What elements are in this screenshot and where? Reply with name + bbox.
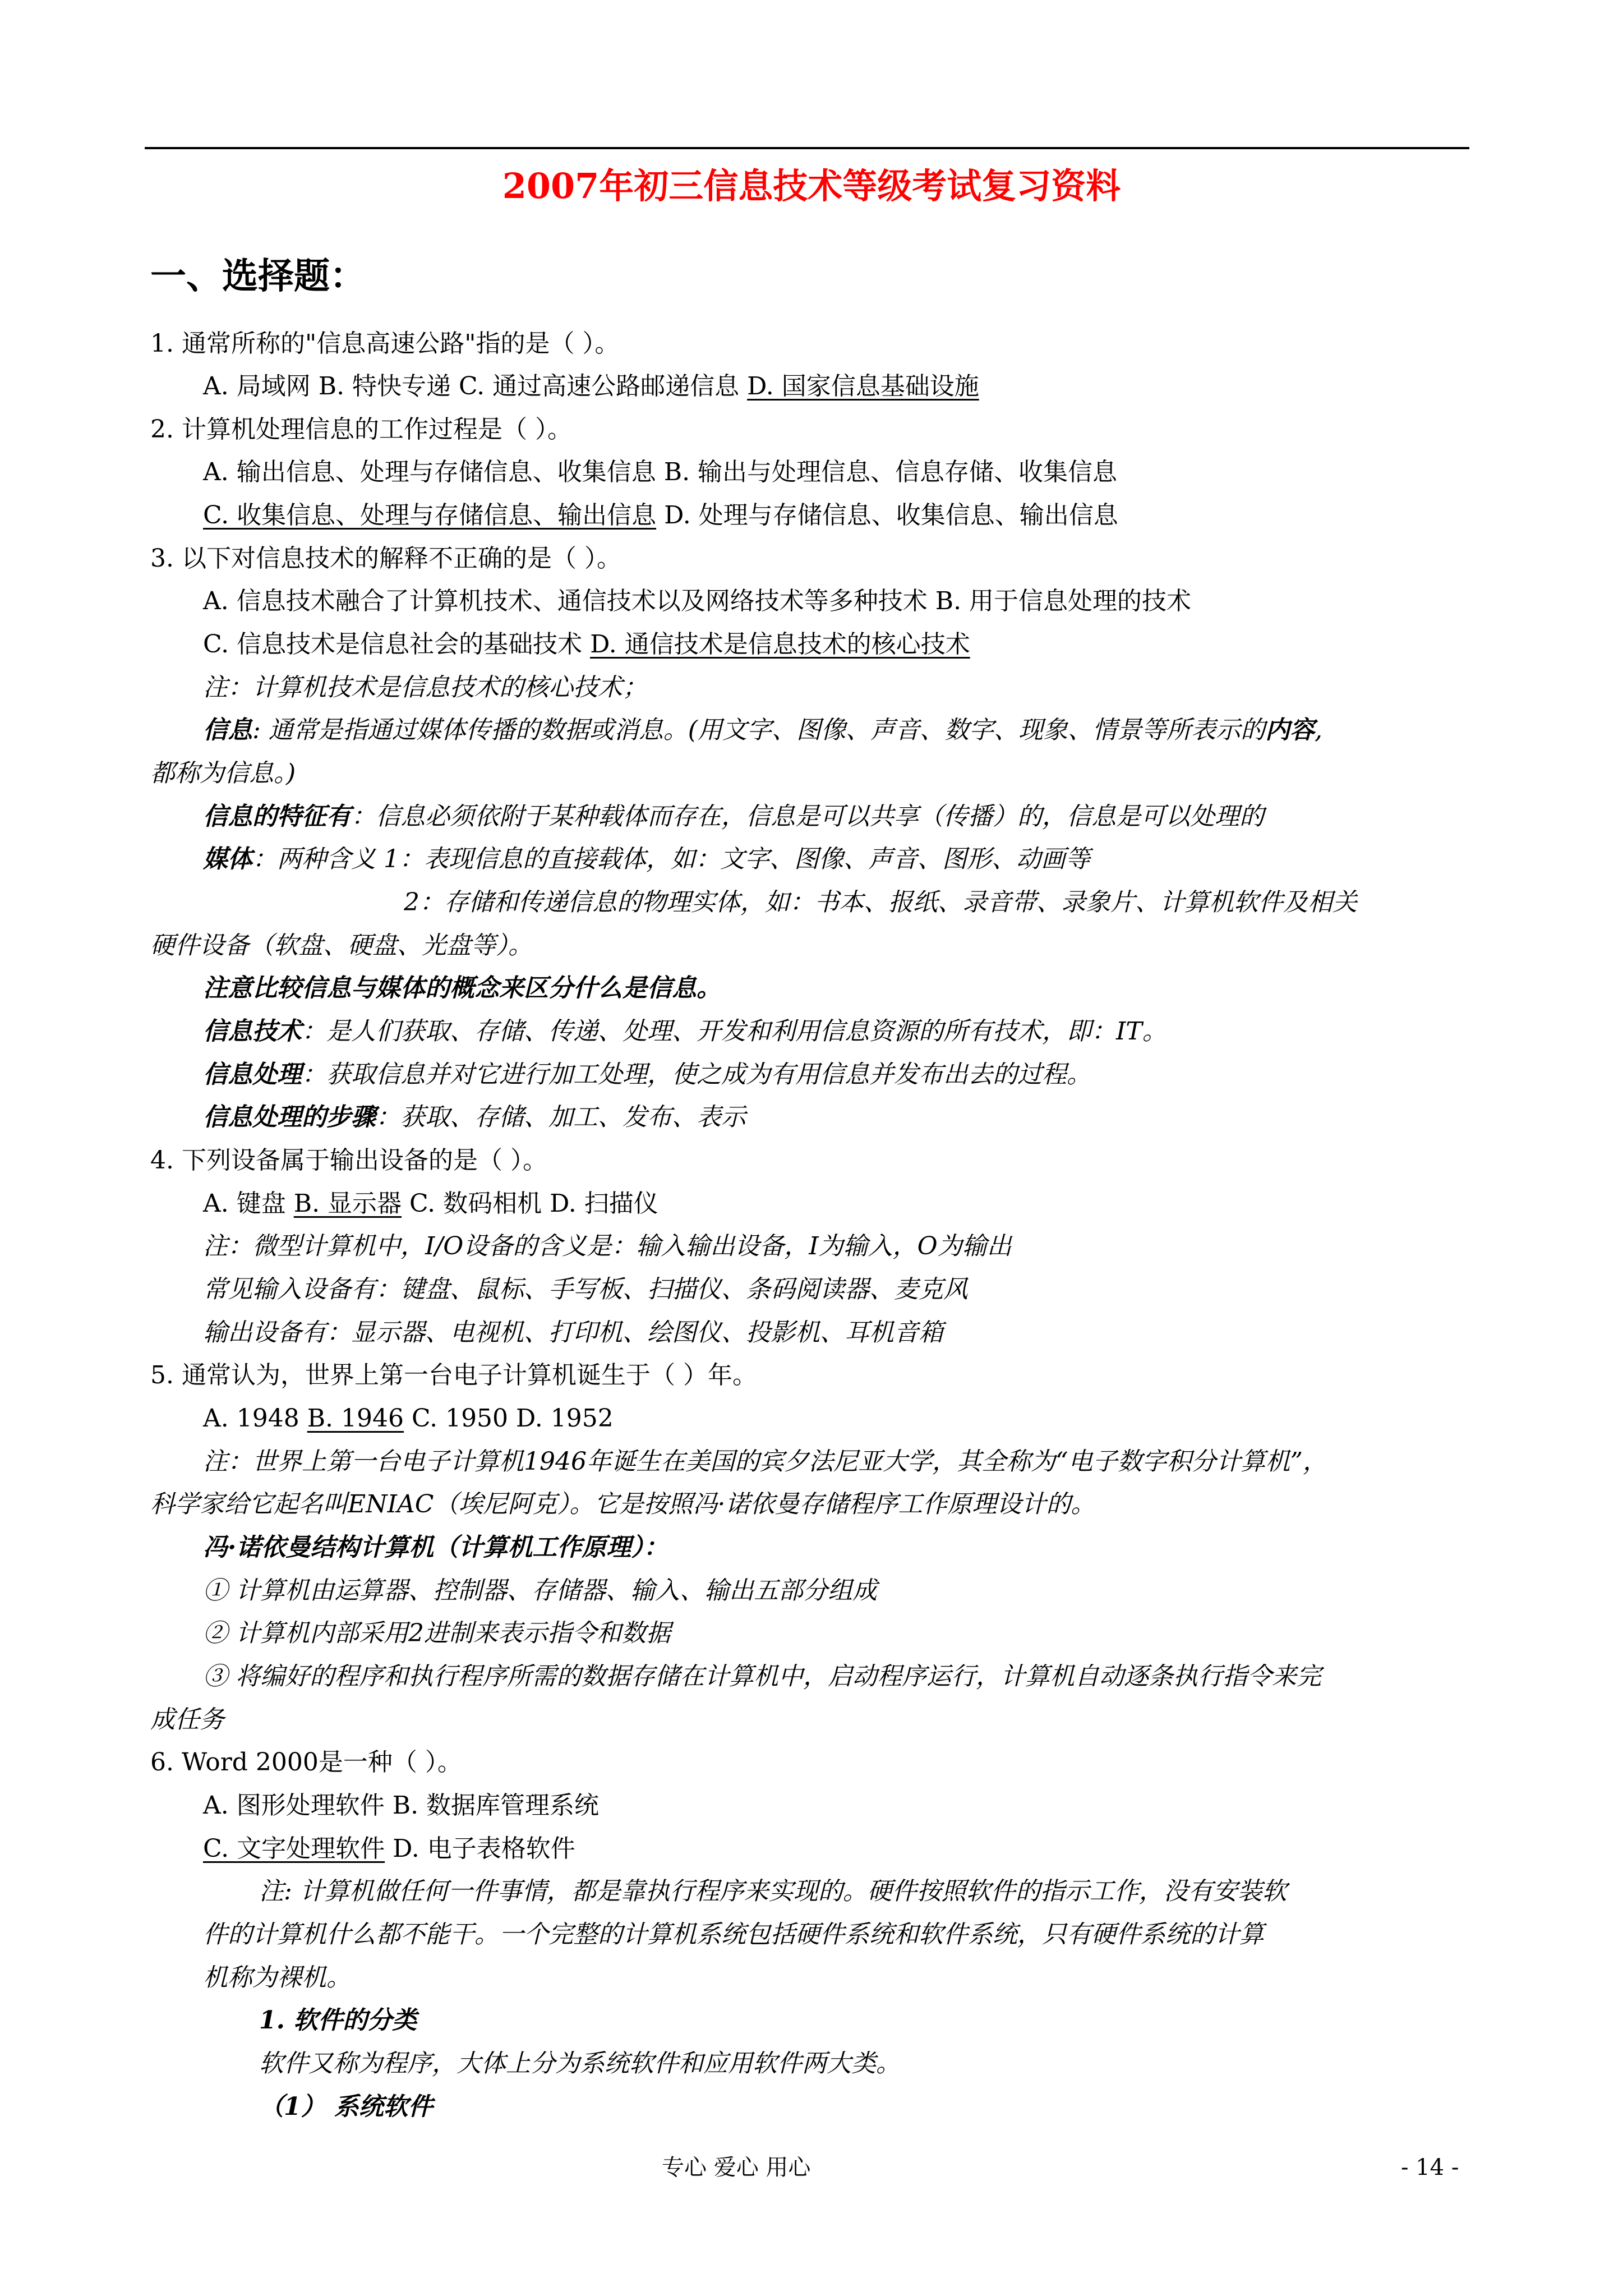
text-line xyxy=(203,1619,671,1649)
text-segment: 成任务 xyxy=(150,1705,224,1734)
text-segment: ：两种含义 1：表现信息的直接载体，如：文字、图像、声音、图形、动画等 xyxy=(252,845,1090,873)
text-segment: D. 处理与存储信息、收集信息、输出信息 xyxy=(656,501,1118,530)
text-segment: 信息技术 xyxy=(203,1017,302,1046)
document-title: 2007年初三信息技术等级考试复习资料 xyxy=(502,165,1121,206)
text-line xyxy=(203,501,1118,531)
text-line xyxy=(150,544,621,574)
text-line xyxy=(203,802,1264,832)
text-segment: 内容 xyxy=(1265,716,1315,744)
answer-option: D. 国家信息基础设施 xyxy=(747,372,979,401)
text-segment: 注意比较信息与媒体的概念来区分什么是信息。 xyxy=(203,974,721,1002)
text-segment: C. 1950 D. 1952 xyxy=(404,1404,614,1433)
text-segment: A. 输出信息、处理与存储信息、收集信息 B. 输出与处理信息、信息存储、收集信息 xyxy=(203,458,1118,486)
text-segment: A. 信息技术融合了计算机技术、通信技术以及网络技术等多种技术 B. 用于信息处理的技术 xyxy=(203,587,1192,615)
answer-option: B. 1946 xyxy=(307,1404,404,1433)
text-line xyxy=(150,931,533,961)
answer-option: C. 文字处理软件 xyxy=(203,1834,385,1863)
text-line xyxy=(203,1017,1167,1047)
footer-motto: 专心 爱心 用心 xyxy=(662,2155,811,2180)
text-segment: （1） 系统软件 xyxy=(259,2092,433,2121)
text-line xyxy=(203,1920,1264,1950)
text-segment: 冯·诺依曼结构计算机（计算机工作原理）： xyxy=(203,1533,668,1562)
text-segment: 件的计算机什么都不能干。一个完整的计算机系统包括硬件系统和软件系统，只有硬件系统的计算 xyxy=(203,1920,1264,1949)
text-segment: 注：世界上第一台电子计算机1946年诞生在美国的宾夕法尼亚大学，其全称为“电子数字积分计算机”， xyxy=(203,1447,1327,1476)
text-segment: ② 计算机内部采用2进制来表示指令和数据 xyxy=(203,1619,671,1648)
text-line xyxy=(203,673,647,703)
text-segment: 信息的特征有 xyxy=(203,802,351,831)
text-line xyxy=(203,1318,943,1348)
text-segment: 软件又称为程序，大体上分为系统软件和应用软件两大类。 xyxy=(259,2049,901,2078)
text-segment: 1. 通常所称的"信息高速公路"指的是（ ）。 xyxy=(150,329,620,358)
text-line xyxy=(203,458,1117,487)
text-segment: C. 信息技术是信息社会的基础技术 xyxy=(203,630,591,659)
text-line xyxy=(203,1404,614,1434)
text-line xyxy=(203,1232,1012,1262)
text-segment: : 通常是指通过媒体传播的数据或消息。(用文字、图像、声音、数字、现象、情景等所表示的 xyxy=(252,716,1265,744)
text-line xyxy=(203,1103,746,1133)
text-line xyxy=(259,2049,901,2079)
text-segment: D. 电子表格软件 xyxy=(385,1834,575,1863)
text-line xyxy=(203,1963,351,1993)
text-segment: 输出设备有：显示器、电视机、打印机、绘图仪、投影机、耳机音箱 xyxy=(203,1318,943,1347)
text-segment: 2：存储和传递信息的物理实体，如：书本、报纸、录音带、录象片、计算机软件及相关 xyxy=(404,888,1357,917)
text-line xyxy=(203,1447,1327,1477)
text-segment: 硬件设备（软盘、硬盘、光盘等）。 xyxy=(150,931,533,960)
text-segment: 6. Word 2000是一种（ ）。 xyxy=(150,1748,462,1777)
text-segment: ：信息必须依附于某种载体而存在，信息是可以共享（传播）的，信息是可以处理的 xyxy=(351,802,1264,831)
text-segment: 信息 xyxy=(203,716,252,744)
text-line xyxy=(404,888,1357,918)
text-line xyxy=(150,1146,547,1176)
text-line xyxy=(259,1877,1287,1907)
text-line xyxy=(203,1791,599,1821)
text-line xyxy=(203,1275,968,1305)
text-line xyxy=(203,1533,668,1563)
text-segment: 注: 计算机做任何一件事情，都是靠执行程序来实现的。硬件按照软件的指示工作，没有安装软 xyxy=(259,1877,1287,1906)
text-segment: 2. 计算机处理信息的工作过程是（ ）。 xyxy=(150,415,572,444)
text-segment: ：是人们获取、存储、传递、处理、开发和利用信息资源的所有技术，即：IT。 xyxy=(302,1017,1167,1046)
text-line xyxy=(150,415,572,445)
text-line xyxy=(203,1060,1091,1090)
text-segment: 都称为信息。) xyxy=(150,759,296,788)
header-rule xyxy=(145,147,1469,149)
text-line xyxy=(150,329,619,359)
answer-option: B. 显示器 xyxy=(293,1189,402,1218)
text-line xyxy=(203,1834,575,1864)
text-segment: 常见输入设备有：键盘、鼠标、手写板、扫描仪、条码阅读器、麦克风 xyxy=(203,1275,968,1304)
section-heading: 一、选择题： xyxy=(150,255,366,297)
text-segment: 信息处理的步骤 xyxy=(203,1103,376,1131)
text-segment: 科学家给它起名叫ENIAC（埃尼阿克）。它是按照冯·诺依曼存储程序工作原理设计的。 xyxy=(150,1490,1096,1519)
text-line xyxy=(259,2092,433,2122)
text-segment: 注：微型计算机中，I/O设备的含义是：输入输出设备，I为输入，O为输出 xyxy=(203,1232,1012,1260)
text-line xyxy=(203,1662,1321,1692)
text-line xyxy=(150,1361,757,1391)
text-segment: 3. 以下对信息技术的解释不正确的是（ ）。 xyxy=(150,544,621,573)
text-line xyxy=(150,1705,224,1735)
answer-option: C. 收集信息、处理与存储信息、输出信息 xyxy=(203,501,657,530)
text-segment: , xyxy=(1314,716,1322,744)
text-segment: 媒体 xyxy=(203,845,252,873)
text-line xyxy=(203,1576,877,1606)
text-line xyxy=(150,759,296,789)
page-number: - 14 - xyxy=(1401,2155,1459,2180)
text-segment: 机称为裸机。 xyxy=(203,1963,351,1992)
text-line xyxy=(259,2006,417,2036)
text-line xyxy=(203,974,721,1004)
text-segment: ：获取、存储、加工、发布、表示 xyxy=(376,1103,746,1131)
text-segment: 4. 下列设备属于输出设备的是（ ）。 xyxy=(150,1146,547,1175)
text-segment: A. 键盘 xyxy=(203,1189,294,1218)
text-segment: C. 数码相机 D. 扫描仪 xyxy=(402,1189,658,1218)
text-segment: A. 1948 xyxy=(203,1404,307,1433)
text-segment: ③ 将编好的程序和执行程序所需的数据存储在计算机中，启动程序运行，计算机自动逐条执行指令来完 xyxy=(203,1662,1321,1691)
text-segment: ① 计算机由运算器、控制器、存储器、输入、输出五部分组成 xyxy=(203,1576,877,1605)
text-line xyxy=(203,1189,658,1219)
text-segment: 1. 软件的分类 xyxy=(259,2006,417,2035)
text-line xyxy=(203,630,970,660)
text-segment: A. 局域网 B. 特快专递 C. 通过高速公路邮递信息 xyxy=(203,372,748,401)
text-line xyxy=(203,716,1322,746)
text-line xyxy=(203,587,1191,616)
text-line xyxy=(203,372,979,402)
text-line xyxy=(203,845,1090,875)
text-segment: 5. 通常认为，世界上第一台电子计算机诞生于（ ）年。 xyxy=(150,1361,757,1389)
text-line xyxy=(150,1490,1095,1520)
answer-option: D. 通信技术是信息技术的核心技术 xyxy=(590,630,970,659)
text-segment: A. 图形处理软件 B. 数据库管理系统 xyxy=(203,1791,600,1820)
text-segment: ：获取信息并对它进行加工处理，使之成为有用信息并发布出去的过程。 xyxy=(302,1060,1091,1089)
text-line xyxy=(150,1748,462,1778)
text-segment: 信息处理 xyxy=(203,1060,302,1089)
text-segment: 注：计算机技术是信息技术的核心技术； xyxy=(203,673,647,702)
